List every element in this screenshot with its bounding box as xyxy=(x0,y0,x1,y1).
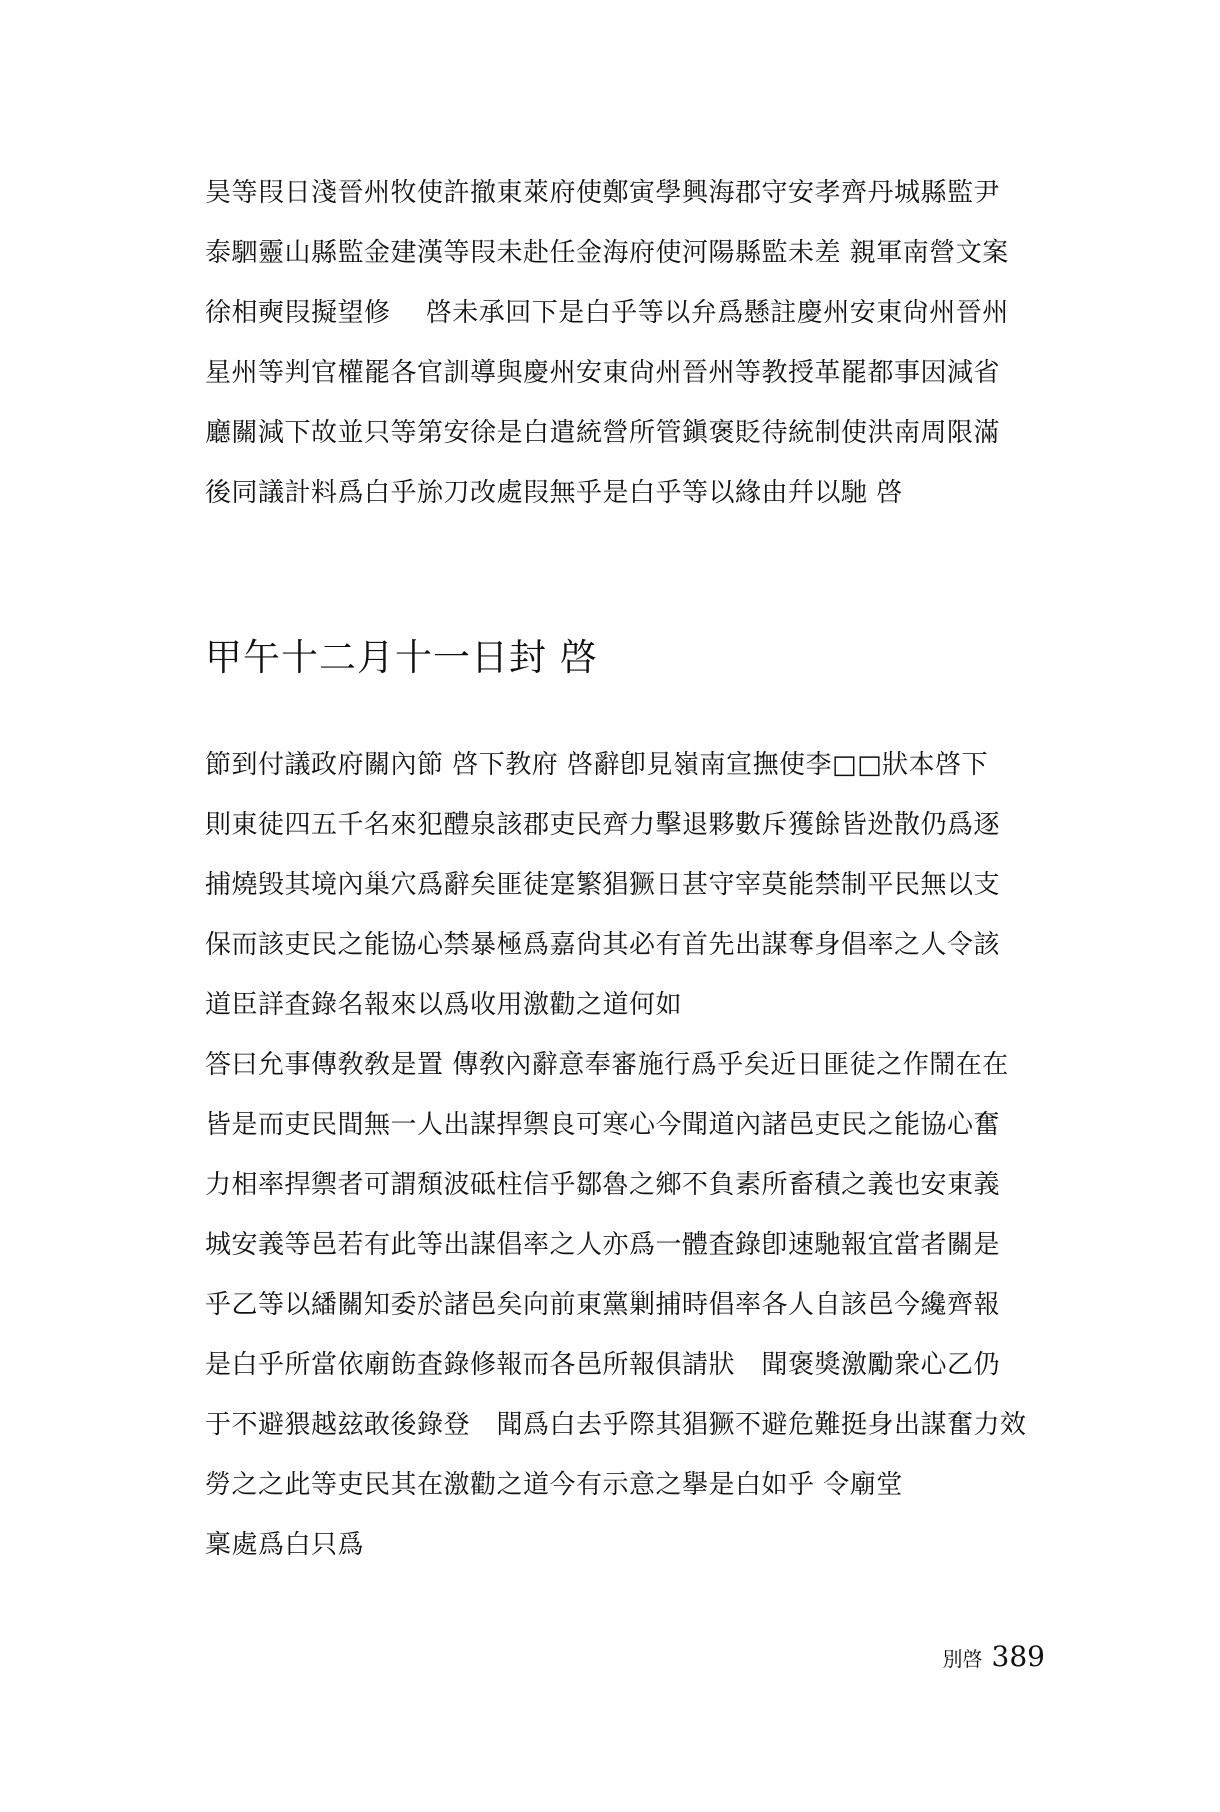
text-line: 皆是而吏民間無一人出謀捍禦良可寒心今聞道內諸邑吏民之能協心奮 xyxy=(205,1110,1001,1140)
section-heading: 甲午十二月十一日封 啓 xyxy=(205,636,598,679)
page-footer xyxy=(942,1640,1045,1673)
text-line: 力相率捍禦者可謂頹波砥柱信乎鄒魯之鄉不負素所畜積之義也安東義 xyxy=(205,1170,1001,1200)
text-line: 乎乙等以繙關知委於諸邑矣向前東黨剿捕時倡率各人自該邑今纔齊報 xyxy=(205,1290,1001,1320)
text-line: 節到付議政府關內節 啓下教府 啓辭卽見嶺南宣撫使李□□狀本啓下 xyxy=(205,750,989,780)
text-line: 捕燒毁其境內巢穴爲辭矣匪徒寔繁猖獗日甚守宰莫能禁制平民無以支 xyxy=(205,870,1001,900)
text-line: 徐相奭叚擬望修 啓未承回下是白乎等以弁爲懸註慶州安東尙州晉州 xyxy=(205,298,1009,328)
text-line: 星州等判官權罷各官訓導與慶州安東尙州晉州等教授革罷都事因減省 xyxy=(205,358,1001,388)
bottom-paragraph xyxy=(205,735,1045,1575)
text-line: 保而該吏民之能協心禁暴極爲嘉尙其必有首先出謀奪身倡率之人令該 xyxy=(205,930,1001,960)
text-line: 答曰允事傳敎敎是置 傳敎內辭意奉審施行爲乎矣近日匪徒之作鬧在在 xyxy=(205,1050,1009,1080)
text-line: 則東徒四五千名來犯醴泉該郡吏民齊力擊退夥數斥獲餘皆迯散仍爲逐 xyxy=(205,810,1001,840)
text-line: 泰駟靈山縣監金建漢等叚未赴任金海府使河陽縣監未差 親軍南營文案 xyxy=(205,238,1009,268)
text-line: 稟處爲白只爲 xyxy=(205,1530,365,1560)
text-line: 于不避猥越玆敢後錄登 聞爲白去乎際其猖獗不避危難挺身出謀奮力效 xyxy=(205,1410,1027,1440)
running-footer-label: 別啓 xyxy=(942,1647,983,1671)
text-line: 勞之之此等吏民其在激勸之道今有示意之擧是白如乎 令廟堂 xyxy=(205,1470,903,1500)
text-line: 後同議計料爲白乎旀刀改處叚無乎是白乎等以緣由幷以馳 啓 xyxy=(205,478,903,508)
top-paragraph xyxy=(205,163,1045,523)
text-line: 道臣詳査錄名報來以爲收用激勸之道何如 xyxy=(205,990,683,1020)
text-line: 廳關減下故並只等第安徐是白遣統營所管鎭褒貶待統制使洪南周限滿 xyxy=(205,418,1001,448)
text-line: 城安義等邑若有此等出謀倡率之人亦爲一體査錄卽速馳報宜當者關是 xyxy=(205,1230,1001,1260)
text-line: 昊等叚日淺晉州牧使許撤東萊府使鄭寅學興海郡守安孝齊丹城縣監尹 xyxy=(205,178,1001,208)
text-line: 是白乎所當依廟飭査錄修報而各邑所報俱請狀 聞褒獎激勵衆心乙仍 xyxy=(205,1350,1001,1380)
page-number: 389 xyxy=(991,1640,1045,1673)
